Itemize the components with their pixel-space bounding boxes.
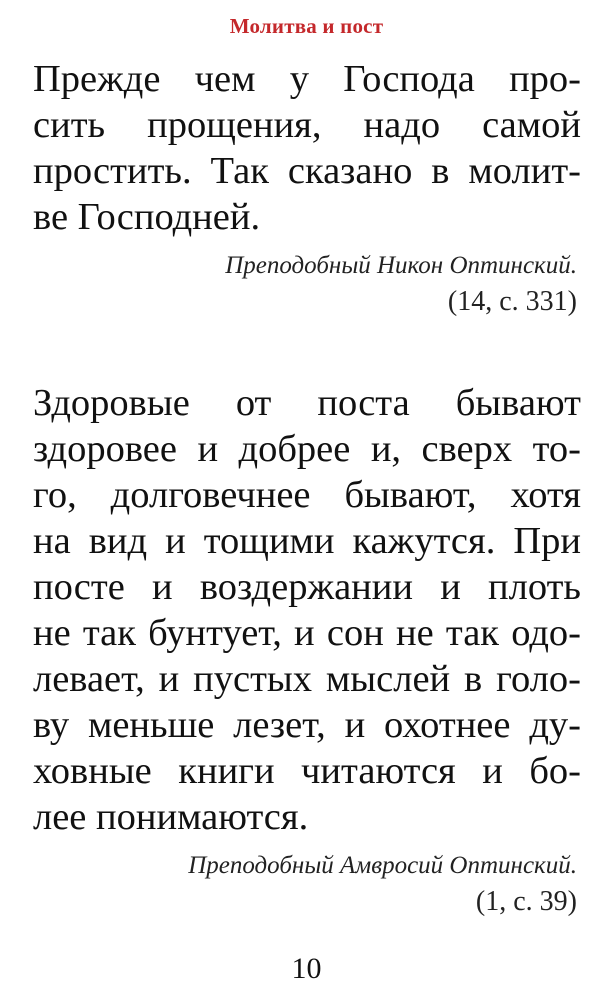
text-line: го, долговечнее бывают, хотя: [33, 474, 581, 516]
text-line: простить. Так сказано в молит-: [33, 150, 581, 192]
quote-author: Преподобный Амвросий Оптинский.: [188, 852, 577, 879]
quote-text: [33, 380, 581, 840]
text-line: здоровее и добрее и, сверх то-: [33, 428, 581, 470]
text-line: не так бунтует, и сон не так одо-: [33, 612, 581, 654]
text-line: лее понимаются.: [33, 796, 309, 838]
running-header: Молитва и пост: [229, 14, 384, 38]
text-line: ховные книги читаются и бо-: [33, 750, 581, 792]
quote-citation: (1, с. 39): [475, 886, 577, 917]
quote-citation: (14, с. 331): [447, 286, 577, 317]
quote-block-2: [33, 380, 581, 920]
text-line: сить прощения, надо самой: [33, 104, 581, 146]
attribution: [33, 848, 581, 920]
text-line: ву меньше лезет, и охотнее ду-: [33, 704, 581, 746]
page-number: 10: [291, 952, 322, 985]
text-line: Здоровые от поста бывают: [33, 382, 581, 424]
quote-author: Преподобный Никон Оптинский.: [225, 252, 577, 279]
text-line: на вид и тощими кажутся. При: [33, 520, 581, 562]
attribution: [33, 248, 581, 320]
quote-text: [33, 56, 581, 240]
text-line: Прежде чем у Господа про-: [33, 58, 581, 100]
quote-block-1: [33, 56, 581, 320]
text-line: ве Господней.: [33, 196, 261, 238]
text-line: посте и воздержании и плоть: [33, 566, 581, 608]
text-line: левает, и пустых мыслей в голо-: [33, 658, 581, 700]
